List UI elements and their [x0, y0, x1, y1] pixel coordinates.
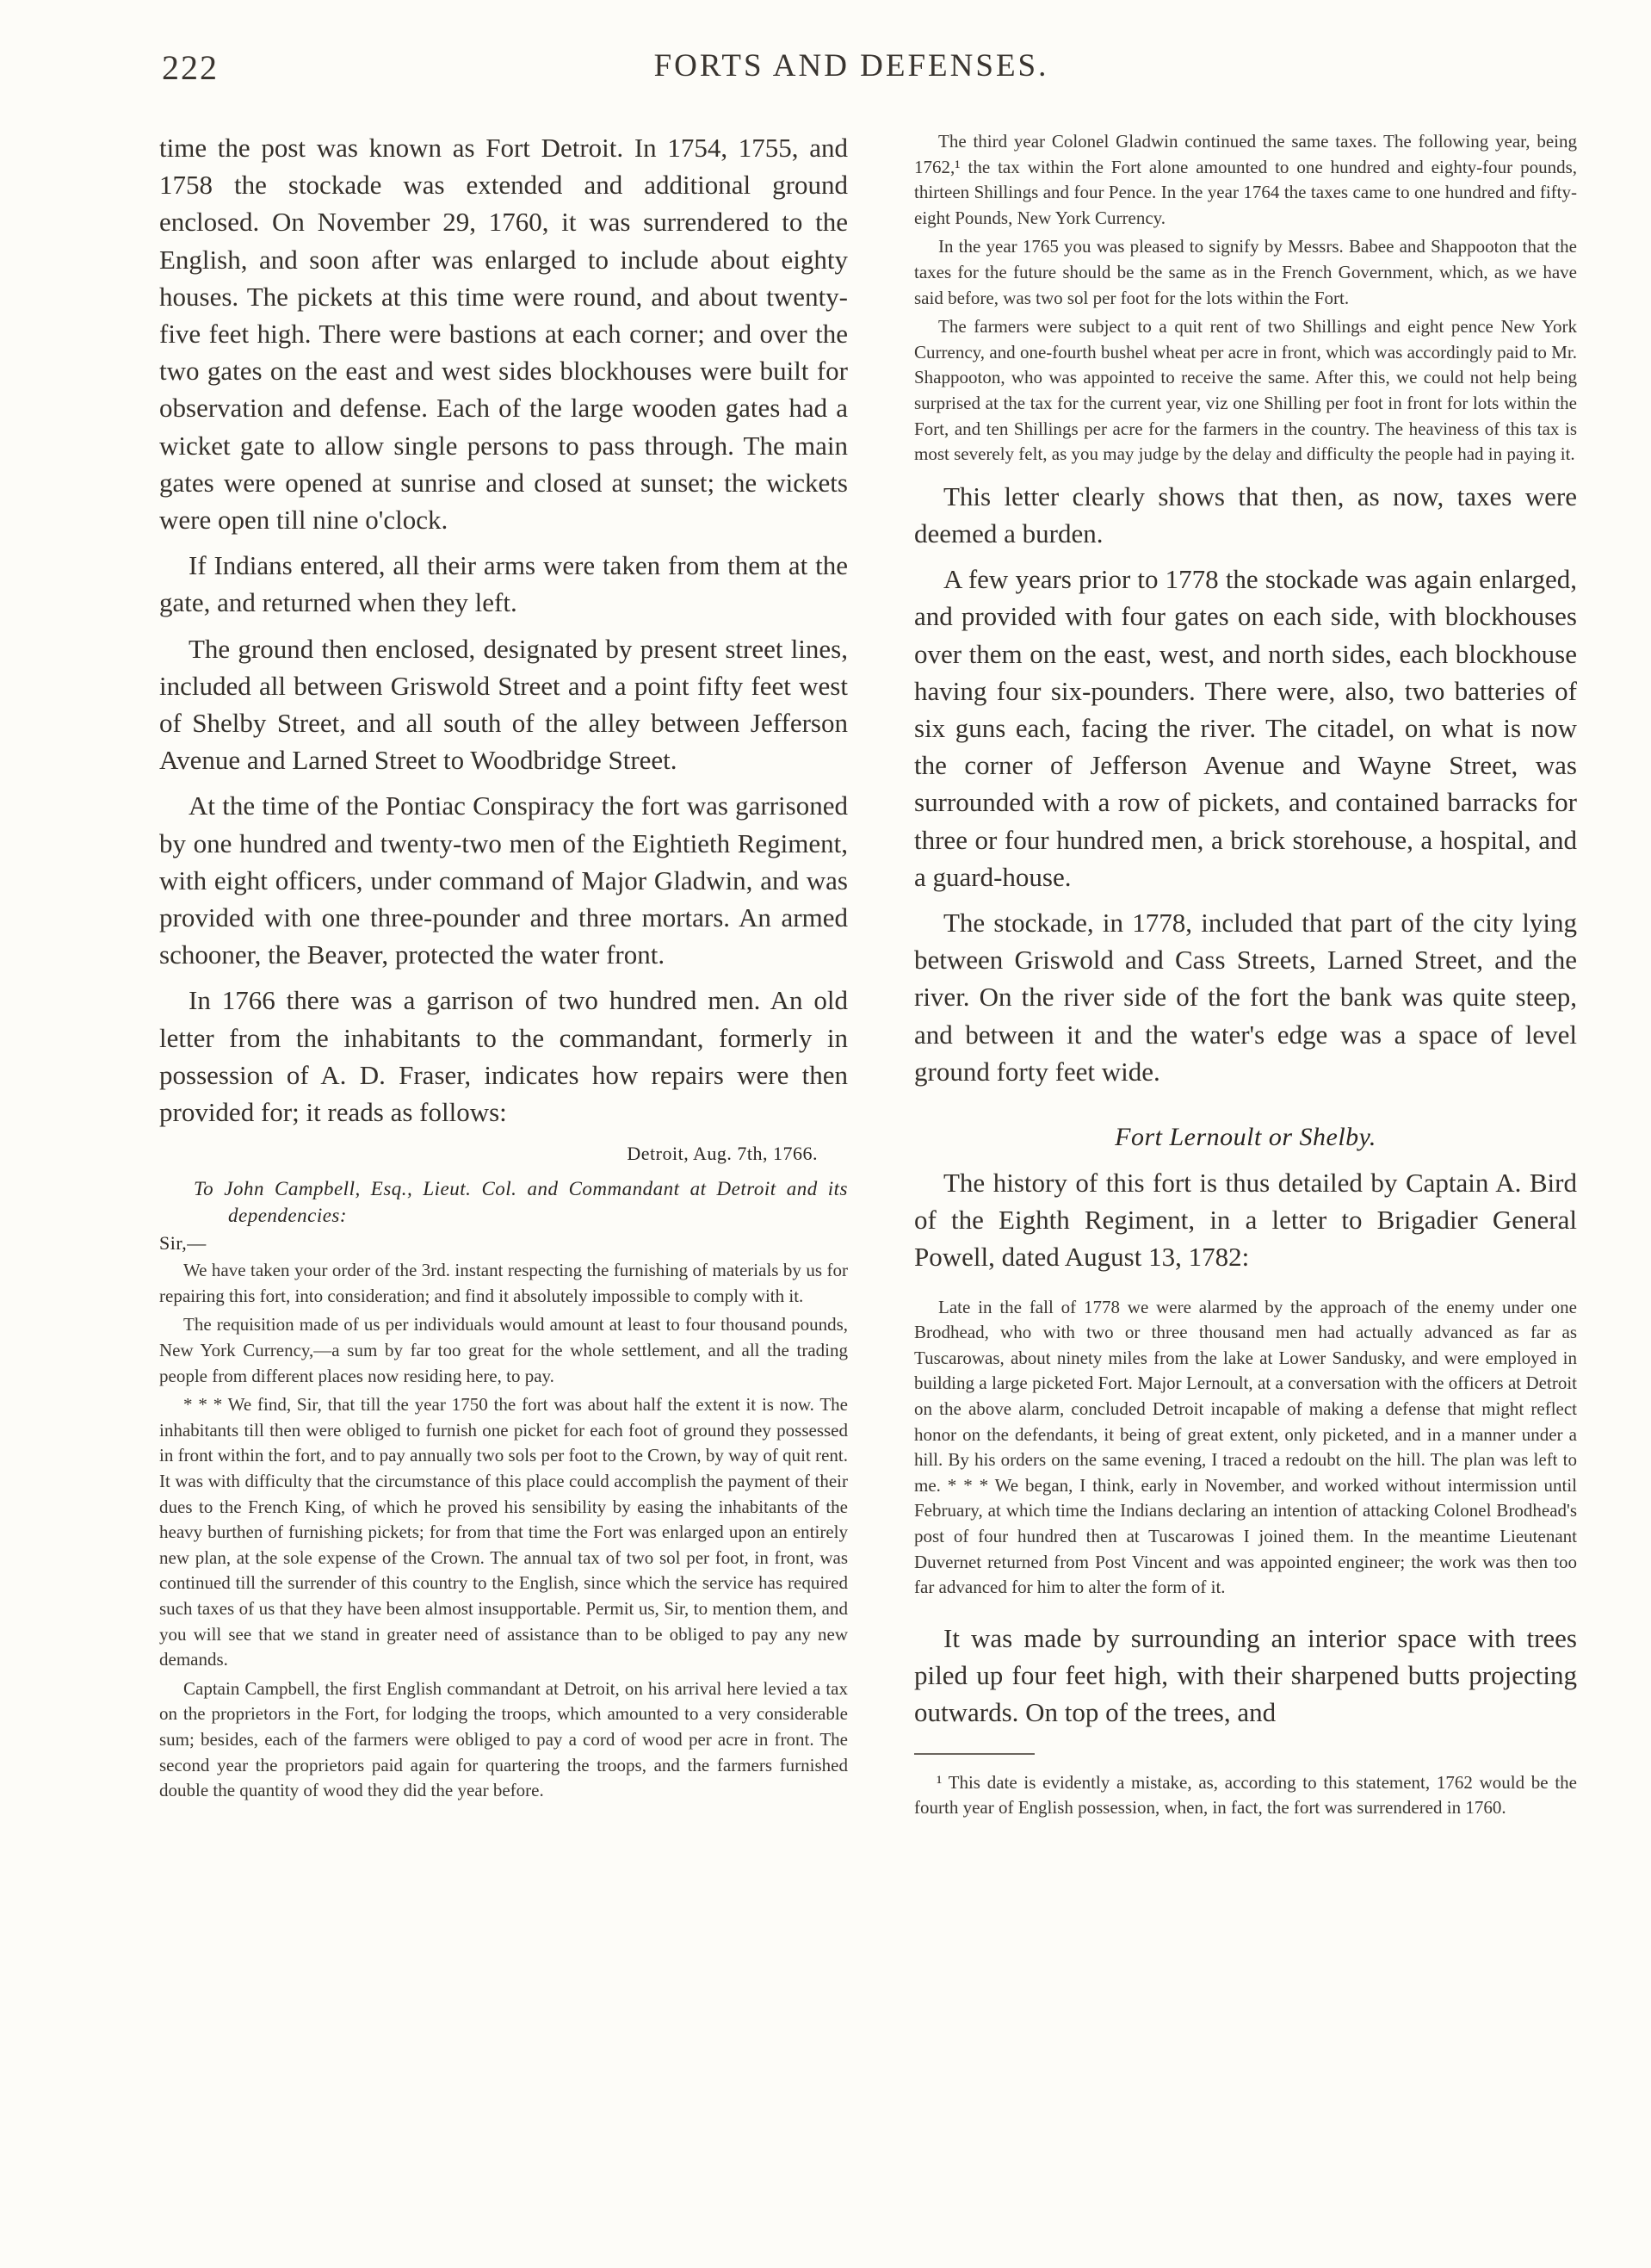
body-paragraph: A few years prior to 1778 the stockade was again enlarged, and provided with four gates on each side, with blockhouses over them on the east, west, and north sides, each blockhouse having four six-pounders. There were, also, two batteries of six guns each, facing the river. The citadel, on what is now the corner of Jefferson Avenue and Wayne Street, was surrounded with a row of pickets, and contained barracks for three or four hundred men, a brick storehouse, a hospital, and a guard-house.: [914, 564, 1577, 892]
body-paragraph: The ground then enclosed, designated by present street lines, included all between Griswold Street and a point fifty feet west of Shelby Street, and all south of the alley between Jefferson Avenue and Larned Street to Woodbridge Street.: [159, 633, 848, 776]
quoted-letter: Late in the fall of 1778 we were alarmed by the approach of the enemy under one Brodhead, who with two or three thousand men had actually advanced as far as Tuscarowas, about ninety miles from the lake at Lower Sandusky, and were employed in building a large picketed Fort. Major Lernoult, at a conversation with the officers at Detroit on the above alarm, concluded Detroit incapable of making a defense that might reflect honor on the defendants, it being of great extent, only picketed, and in a manner under a hill. By his orders on the same evening, I traced a redoubt on the hill. The plan was left to me. * * * We began, I think, early in November, and worked without intermission until February, at which time the Indians declaring an intention of attacking Colonel Brodhead's post of four hundred then at Tuscarowas I joined them. In the meantime Lieutenant Duvernet returned from Post Vincent and was appointed engineer; the work was then too far advanced for him to alter the form of it.: [914, 1296, 1577, 1598]
letter-paragraph: We have taken your order of the 3rd. instant respecting the furnishing of materials by us for repairing this fort, into consideration; and find it absolutely impossible to comply with it.: [159, 1260, 848, 1306]
footnote: ¹ This date is evidently a mistake, as, according to this statement, 1762 would be the fourth year of English possession, when, in fact, the fort was surrendered in 1760.: [914, 1772, 1577, 1818]
running-head: FORTS AND DEFENSES.: [653, 48, 1049, 84]
letter-dateline: Detroit, Aug. 7th, 1766.: [627, 1143, 818, 1165]
page-number: 222: [162, 48, 219, 87]
section-heading: Fort Lernoult or Shelby.: [1115, 1122, 1376, 1151]
body-paragraph: If Indians entered, all their arms were taken from them at the gate, and returned when they left.: [159, 550, 848, 618]
letter-address: To John Campbell, Esq., Lieut. Col. and Commandant at Detroit and its dependencies:: [194, 1178, 848, 1227]
body-paragraph: In 1766 there was a garrison of two hundred men. An old letter from the inhabitants to the commandant, formerly in possession of A. D. Fraser, indicates how repairs were then provided for; it reads as follows:: [159, 985, 848, 1128]
letter-salutation: Sir,—: [159, 1232, 207, 1255]
body-paragraph: At the time of the Pontiac Conspiracy the fort was garrisoned by one hundred and twenty-two men of the Eightieth Regiment, with eight officers, under command of Major Gladwin, and was provided with one three-pounder and three mortars. An armed schooner, the Beaver, protected the water front.: [159, 790, 848, 970]
letter-paragraph: In the year 1765 you was pleased to signify by Messrs. Babee and Shappooton that the taxes for the future should be the same as in the French Government, which, as we have said before, was two sol per foot for the lots within the Fort.: [914, 236, 1577, 308]
letter-paragraph: The third year Colonel Gladwin continued the same taxes. The following year, being 1762,¹ the tax within the Fort alone amounted to one hundred and eighty-four pounds, thirteen Shillings and four Pence. In the year 1764 the taxes came to one hundred and fifty-eight Pounds, New York Currency.: [914, 131, 1577, 228]
letter-paragraph: The farmers were subject to a quit rent of two Shillings and eight pence New York Currency, and one-fourth bushel wheat per acre in front, which was accordingly paid to Mr. Shappooton, who was appointed to receive the same. After this, we could not help being surprised at the tax for the current year, viz one Shilling per foot in front for lots within the Fort, and ten Shillings per acre for the farmers in the country. The heaviness of this tax is most severely felt, as you may judge by the delay and difficulty the people had in paying it.: [914, 316, 1577, 465]
body-paragraph: The stockade, in 1778, included that part of the city lying between Griswold and Cass Streets, Larned Street, and the river. On the river side of the fort the bank was quite steep, and between it and the water's edge was a space of level ground forty feet wide.: [914, 907, 1577, 1087]
body-paragraph: The history of this fort is thus detailed by Captain A. Bird of the Eighth Regiment, in a letter to Brigadier General Powell, dated August 13, 1782:: [914, 1167, 1577, 1273]
letter-paragraph: The requisition made of us per individuals would amount at least to four thousand pounds, New York Currency,—a sum by far too great for the whole settlement, and all the trading people from different places now residing here, to pay.: [159, 1314, 848, 1386]
right-column: [914, 129, 1577, 1819]
body-paragraph: This letter clearly shows that then, as now, taxes were deemed a burden.: [914, 480, 1577, 548]
letter-paragraph: Captain Campbell, the first English commandant at Detroit, on his arrival here levied a tax on the proprietors in the Fort, for lodging the troops, which amounted to a very considerable sum; besides, each of the farmers were obliged to pay a cord of wood per acre in front. The second year the proprietors paid again for quartering the troops, and the farmers furnished double the quantity of wood they did the year before.: [159, 1677, 848, 1801]
left-column: [159, 129, 848, 1807]
body-paragraph: time the post was known as Fort Detroit. In 1754, 1755, and 1758 the stockade was extended and additional ground enclosed. On November 29, 1760, it was surrendered to the English, and soon after was enlarged to include about eighty houses. The pickets at this time were round, and about twenty-five feet high. There were bastions at each corner; and over the two gates on the east and west sides blockhouses were built for observation and defense. Each of the large wooden gates had a wicket gate to allow single persons to pass through. The main gates were opened at sunrise and closed at sunset; the wickets were open till nine o'clock.: [159, 133, 848, 536]
letter-paragraph: * * * We find, Sir, that till the year 1750 the fort was about half the extent it is now. The inhabitants till then were obliged to furnish one picket for each foot of ground they possessed in front within the fort, and to pay annually two sols per foot to the Crown, by way of quit rent. It was with difficulty that the circumstance of this place could accomplish the payment of their dues to the French King, of which he proved his sensibility by easing the inhabitants of the heavy burthen of furnishing pickets; for from that time the Fort was enlarged upon an entirely new plan, at the sole expense of the Crown. The annual tax of two sol per foot, in front, was continued till the surrender of this country to the English, since which the service has required such taxes of us that they have been almost insupportable. Permit us, Sir, to mention them, and you will see that we stand in greater need of assistance than to be obliged to pay any new demands.: [159, 1394, 848, 1670]
body-paragraph: It was made by surrounding an interior space with trees piled up four feet high, with their sharpened butts projecting outwards. On top of the trees, and: [914, 1622, 1577, 1728]
footnote-divider: [914, 1753, 1035, 1755]
